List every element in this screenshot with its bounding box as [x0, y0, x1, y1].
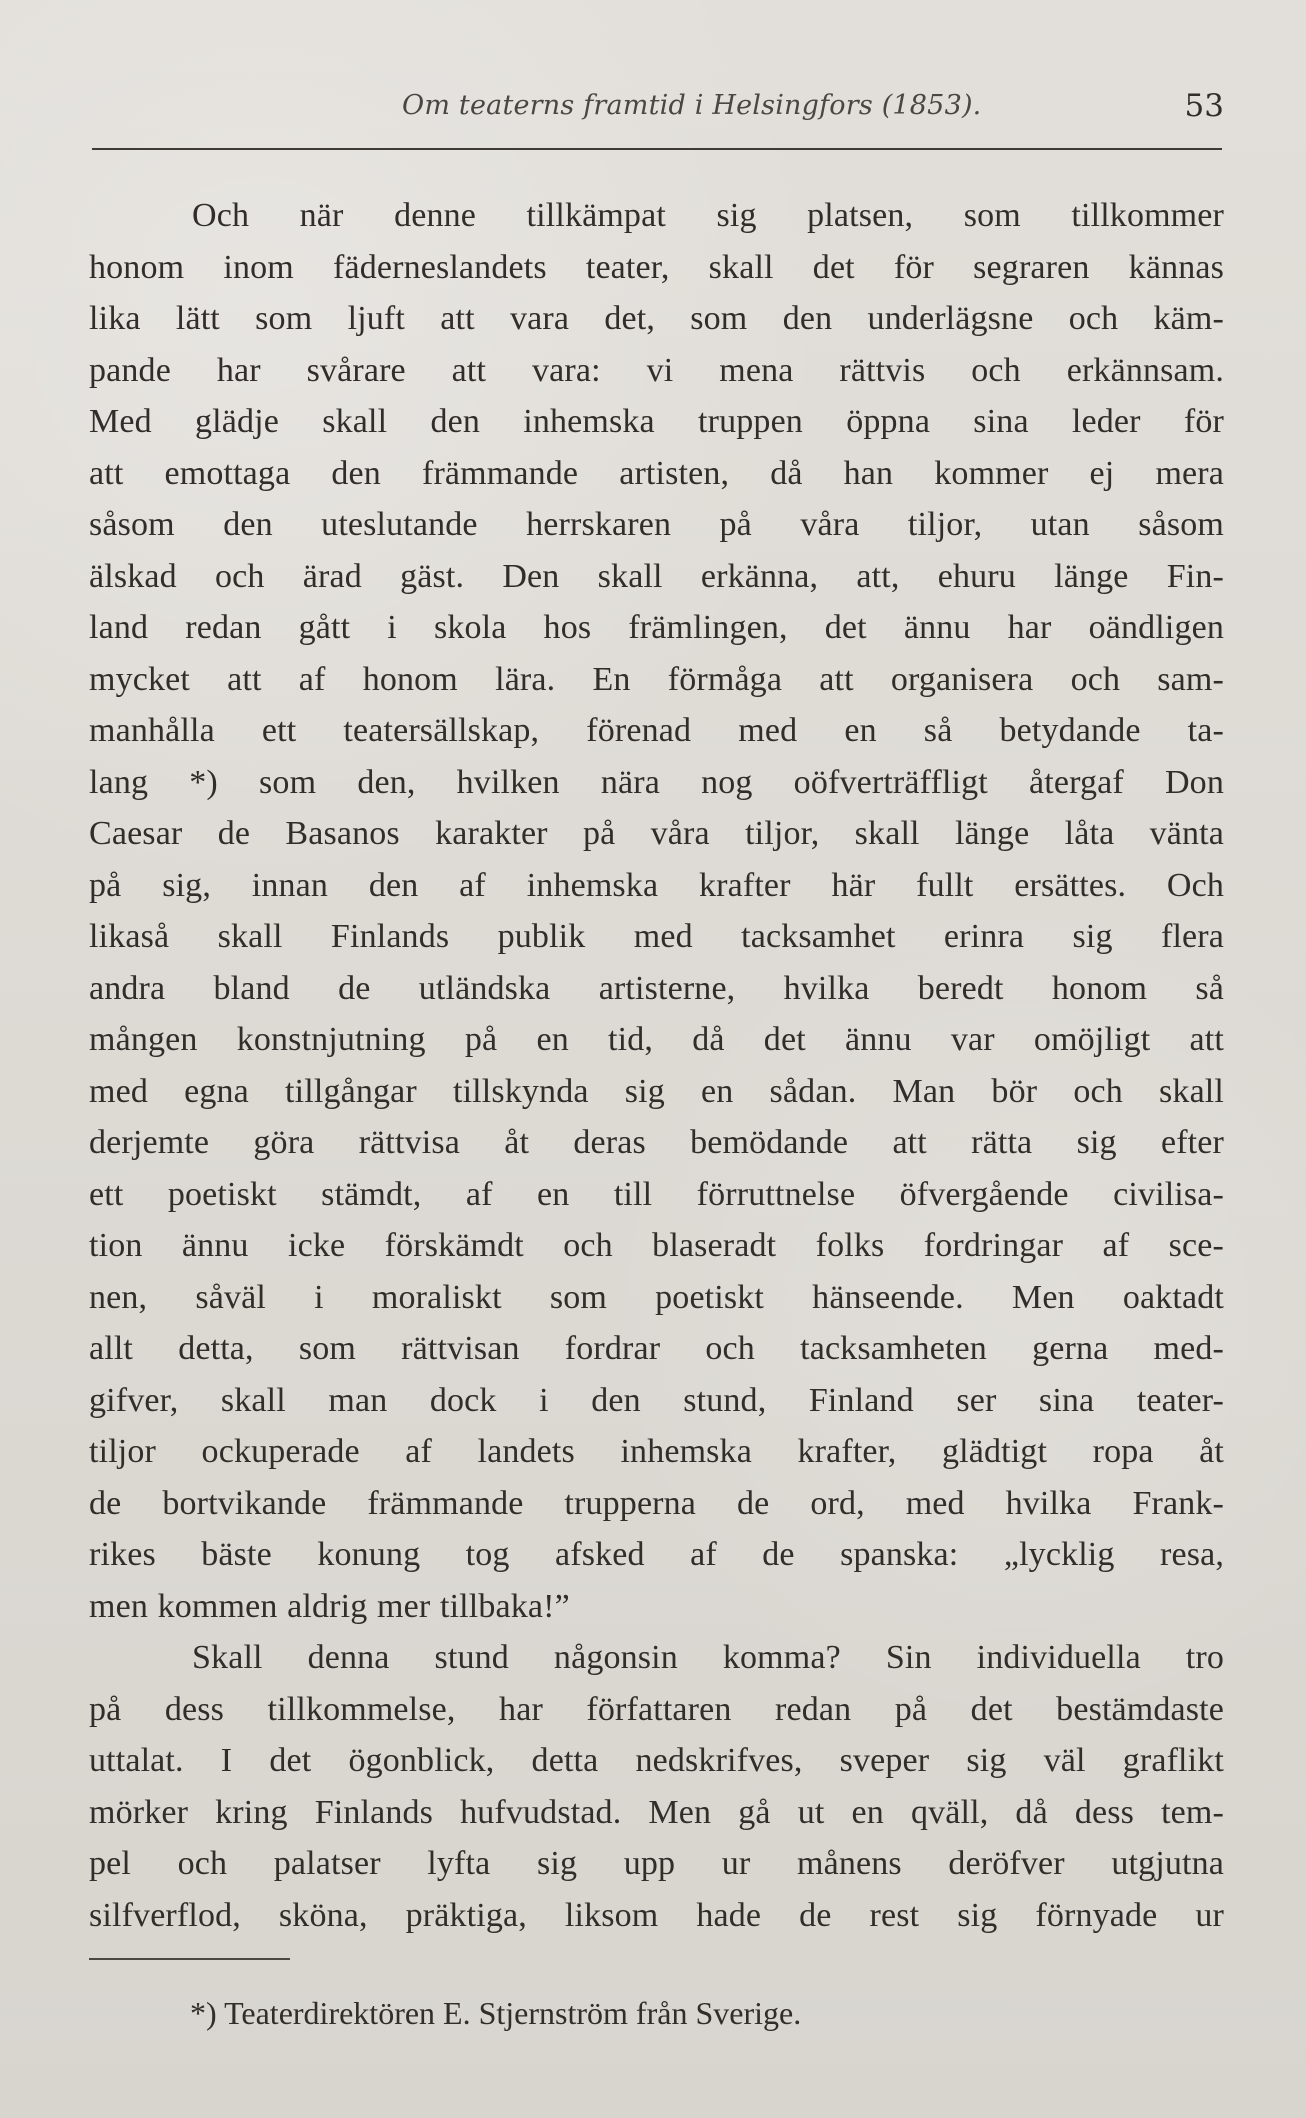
paragraph-line: uttalat. I det ögonblick, detta nedskrifves, sveper sig väl graflikt: [89, 1742, 1224, 1779]
paragraph-line: rikes bäste konung tog afsked af de spanska: „lycklig resa,: [89, 1536, 1224, 1573]
paragraph-line: älskad och ärad gäst. Den skall erkänna, att, ehuru länge Fin-: [89, 557, 1224, 595]
paragraph-line: mycket att af honom lära. En förmåga att organisera och sam-: [89, 660, 1224, 698]
running-title: Om teaterns framtid i Helsingfors (1853).: [402, 90, 982, 121]
paragraph-line: gifver, skall man dock i den stund, Finland ser sina teater-: [89, 1381, 1224, 1419]
paragraph-line: på sig, innan den af inhemska krafter här fullt ersättes. Och: [89, 866, 1224, 904]
paragraph-line: Skall denna stund någonsin komma? Sin individuella tro: [192, 1639, 1224, 1676]
page-number: 53: [1184, 88, 1224, 124]
paragraph-line: men kommen aldrig mer tillbaka!”: [89, 1587, 570, 1625]
paragraph-line: honom inom fäderneslandets teater, skall det för segraren kännas: [89, 248, 1224, 286]
paragraph-line: land redan gått i skola hos främlingen, det ännu har oändligen: [89, 609, 1224, 646]
paragraph-line: silfverflod, sköna, präktiga, liksom hade de rest sig förnyade ur: [89, 1896, 1224, 1934]
paragraph-line: likaså skall Finlands publik med tacksamhet erinra sig flera: [89, 918, 1224, 955]
paragraph-line: på dess tillkommelse, har författaren redan på det bestämdaste: [89, 1690, 1224, 1728]
paragraph-line: Och när denne tillkämpat sig platsen, som tillkommer: [192, 197, 1224, 234]
paragraph-line: Med glädje skall den inhemska truppen öppna sina leder för: [89, 403, 1224, 440]
paragraph-line: såsom den uteslutande herrskaren på våra tiljor, utan såsom: [89, 506, 1224, 543]
page-header: [89, 88, 1224, 130]
header-rule: [92, 148, 1222, 150]
footnote-rule: [89, 1958, 290, 1960]
footnote: *) Teaterdirektören E. Stjernström från Sverige.: [190, 1995, 802, 2031]
paragraph-line: pel och palatser lyfta sig upp ur månens deröfver utgjutna: [89, 1845, 1224, 1882]
main-text: [89, 190, 1224, 1941]
paragraph-line: andra bland de utländska artisterne, hvilka beredt honom så: [89, 969, 1224, 1007]
paragraph-line: de bortvikande främmande trupperna de ord, med hvilka Frank-: [89, 1484, 1224, 1522]
paragraph-line: lang *) som den, hvilken nära nog oöfverträffligt återgaf Don: [89, 763, 1224, 801]
paragraph-line: att emottaga den främmande artisten, då han kommer ej mera: [89, 454, 1224, 492]
paragraph-line: derjemte göra rättvisa åt deras bemödande att rätta sig efter: [89, 1124, 1224, 1161]
paragraph-line: Caesar de Basanos karakter på våra tiljor, skall länge låta vänta: [89, 815, 1224, 852]
paragraph-line: ett poetiskt stämdt, af en till förruttnelse öfvergående civilisa-: [89, 1175, 1224, 1213]
paragraph-line: lika lätt som ljuft att vara det, som den underlägsne och käm-: [89, 300, 1224, 337]
paragraph-line: mörker kring Finlands hufvudstad. Men gå ut en qväll, då dess tem-: [89, 1793, 1224, 1831]
paragraph-line: pande har svårare att vara: vi mena rättvis och erkännsam.: [89, 351, 1224, 389]
paragraph-line: nen, såväl i moraliskt som poetiskt hänseende. Men oaktadt: [89, 1278, 1224, 1316]
paragraph-line: tion ännu icke förskämdt och blaseradt folks fordringar af sce-: [89, 1227, 1224, 1264]
paragraph-line: manhålla ett teatersällskap, förenad med en så betydande ta-: [89, 712, 1224, 749]
paragraph-line: med egna tillgångar tillskynda sig en sådan. Man bör och skall: [89, 1072, 1224, 1110]
paragraph-line: mången konstnjutning på en tid, då det ännu var omöjligt att: [89, 1021, 1224, 1058]
paragraph-line: allt detta, som rättvisan fordrar och tacksamheten gerna med-: [89, 1330, 1224, 1367]
paragraph-line: tiljor ockuperade af landets inhemska krafter, glädtigt ropa åt: [89, 1433, 1224, 1470]
